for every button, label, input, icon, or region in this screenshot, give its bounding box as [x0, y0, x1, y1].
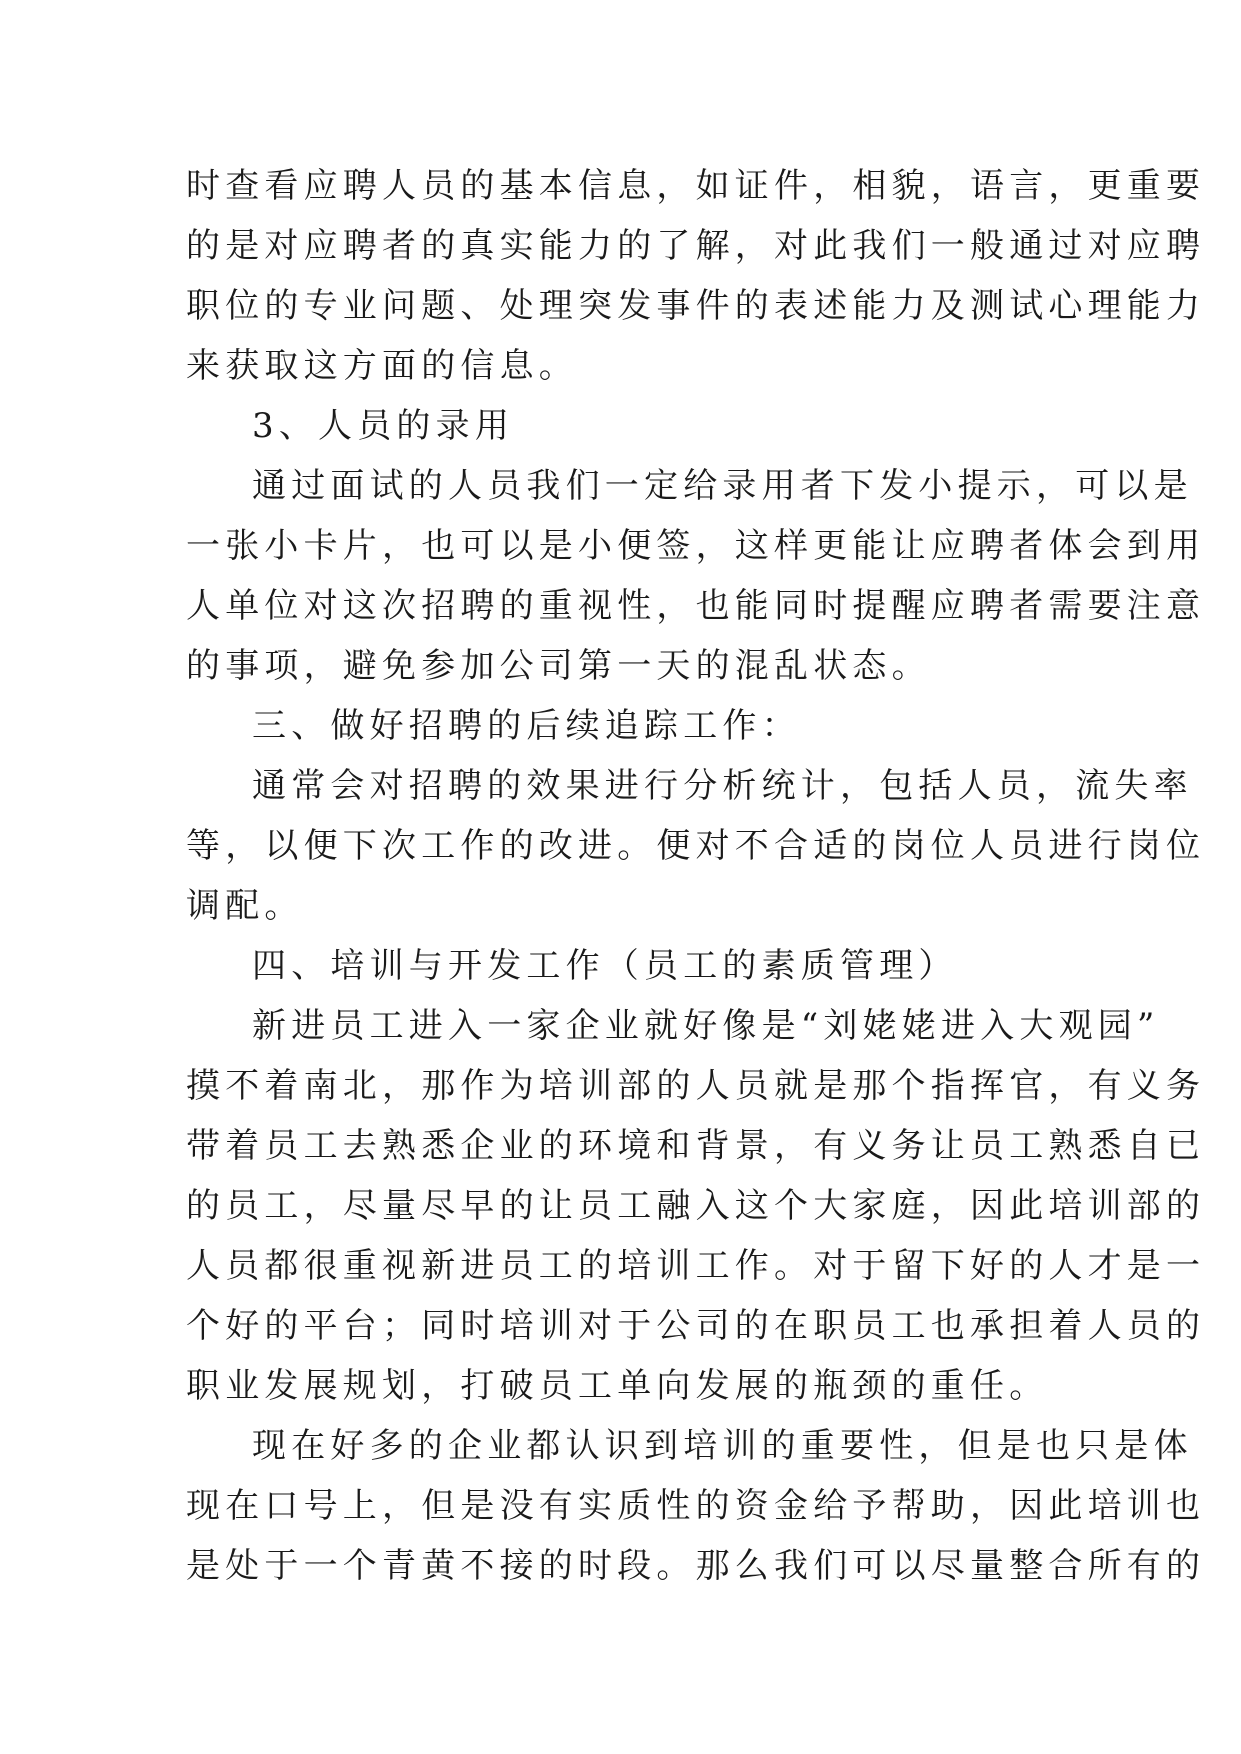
text-line: 摸不着南北，那作为培训部的人员就是那个指挥官，有义务 — [186, 1066, 1206, 1106]
document-body — [186, 156, 1206, 1596]
text-line: 职业发展规划，打破员工单向发展的瓶颈的重任。 — [186, 1366, 1049, 1406]
text-line: 带着员工去熟悉企业的环境和背景，有义务让员工熟悉自已 — [186, 1126, 1206, 1166]
text-line: 调配。 — [186, 886, 304, 926]
text-line: 现在口号上，但是没有实质性的资金给予帮助，因此培训也 — [186, 1486, 1206, 1526]
section-heading: 三、做好招聘的后续追踪工作： — [252, 706, 801, 746]
text-line: 一张小卡片，也可以是小便签，这样更能让应聘者体会到用 — [186, 526, 1206, 566]
section-heading: 四、培训与开发工作（员工的素质管理） — [252, 946, 958, 986]
text-line: 的员工，尽量尽早的让员工融入这个大家庭，因此培训部的 — [186, 1186, 1206, 1226]
text-line: 来获取这方面的信息。 — [186, 346, 578, 386]
text-line: 通过面试的人员我们一定给录用者下发小提示，可以是 — [252, 466, 1193, 506]
text-line: 时查看应聘人员的基本信息，如证件，相貌，语言，更重要 — [186, 166, 1206, 206]
text-line: 现在好多的企业都认识到培训的重要性，但是也只是体 — [252, 1426, 1193, 1466]
text-line: 人员都很重视新进员工的培训工作。对于留下好的人才是一 — [186, 1246, 1206, 1286]
text-line: 的是对应聘者的真实能力的了解，对此我们一般通过对应聘 — [186, 226, 1206, 266]
section-heading: 3、人员的录用 — [252, 406, 515, 446]
text-line: 新进员工进入一家企业就好像是“刘姥姥进入大观园” — [252, 1006, 1160, 1046]
text-line: 的事项，避免参加公司第一天的混乱状态。 — [186, 646, 931, 686]
text-line: 职位的专业问题、处理突发事件的表述能力及测试心理能力 — [186, 286, 1206, 326]
text-line: 通常会对招聘的效果进行分析统计，包括人员，流失率 — [252, 766, 1193, 806]
text-line: 个好的平台；同时培训对于公司的在职员工也承担着人员的 — [186, 1306, 1206, 1346]
text-line: 人单位对这次招聘的重视性，也能同时提醒应聘者需要注意 — [186, 586, 1206, 626]
text-line: 等，以便下次工作的改进。便对不合适的岗位人员进行岗位 — [186, 826, 1206, 866]
text-line: 是处于一个青黄不接的时段。那么我们可以尽量整合所有的 — [186, 1546, 1206, 1586]
